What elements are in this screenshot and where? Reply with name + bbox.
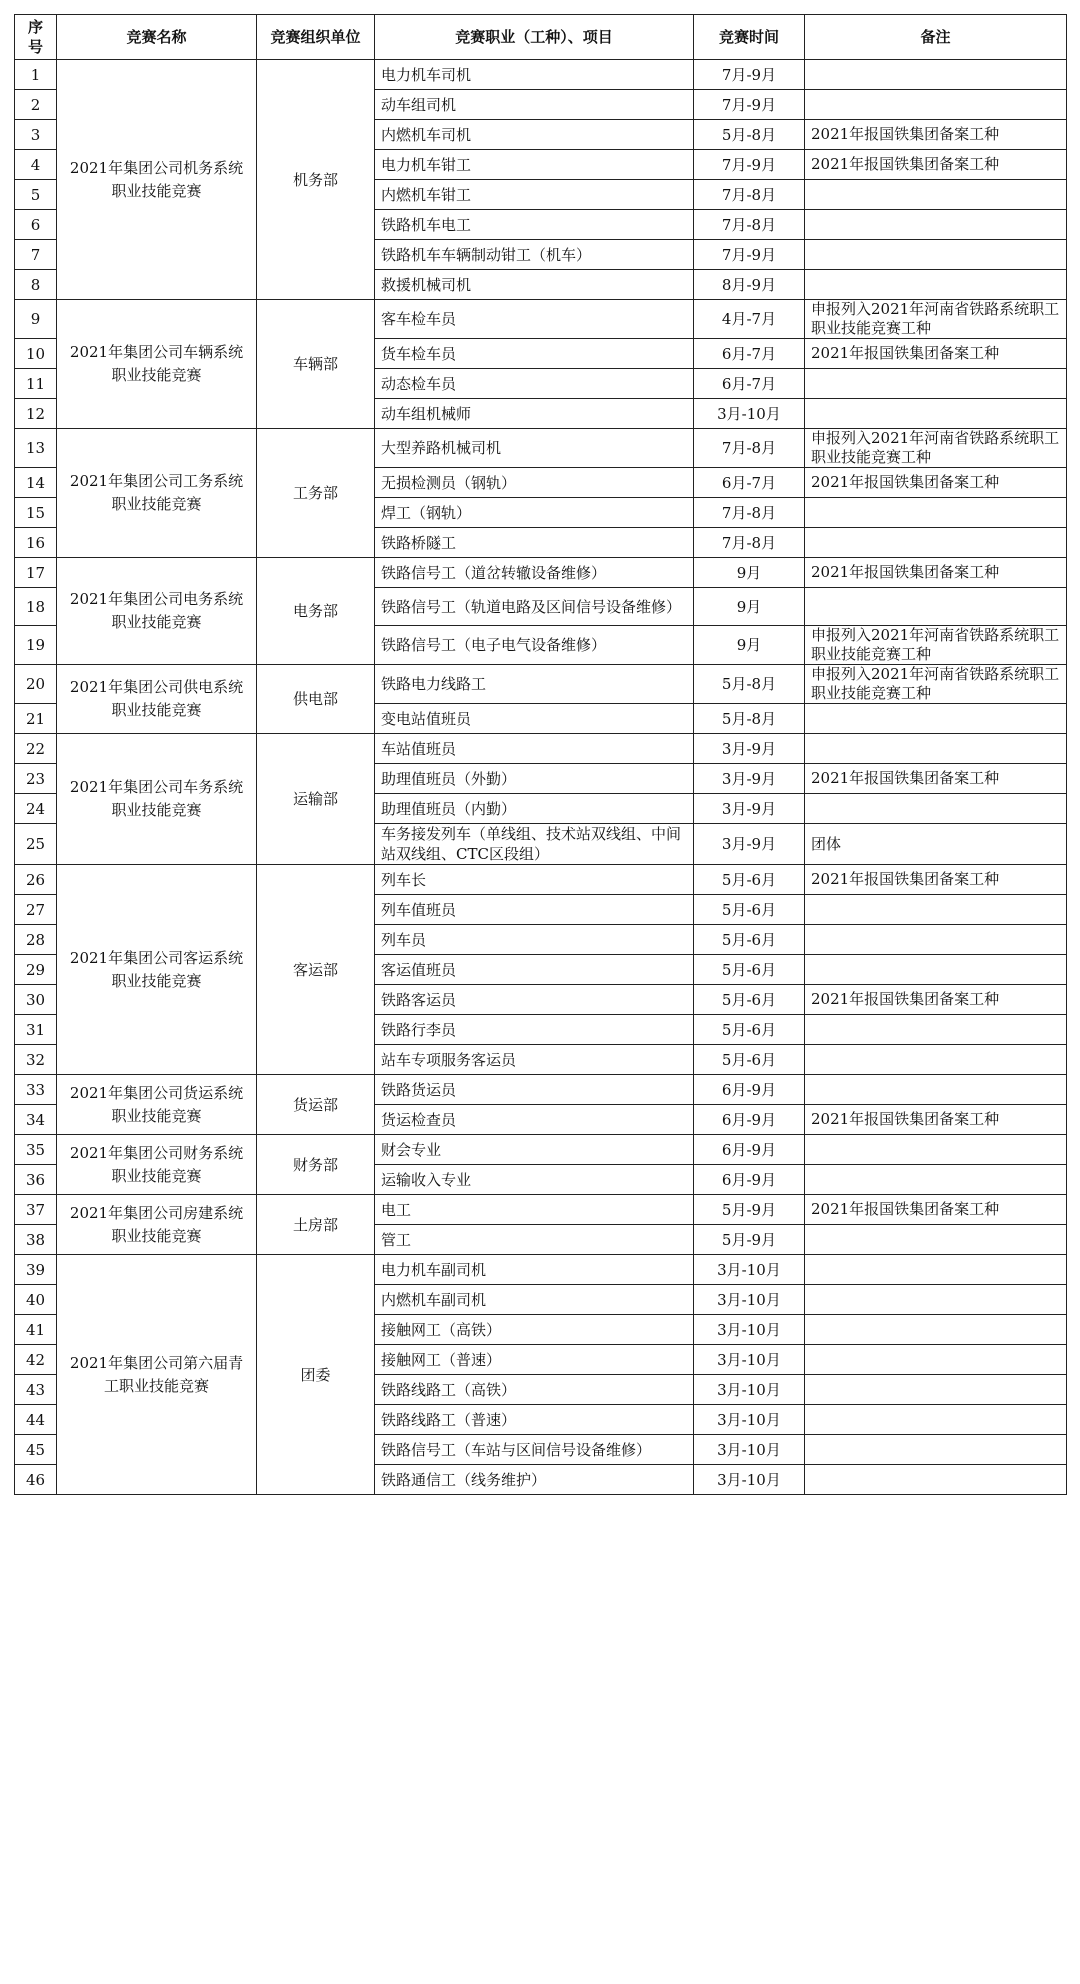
note-cell [805, 1315, 1067, 1345]
seq-cell: 18 [15, 588, 57, 626]
seq-cell: 22 [15, 734, 57, 764]
note-cell: 2021年报国铁集团备案工种 [805, 1105, 1067, 1135]
note-cell: 申报列入2021年河南省铁路系统职工职业技能竞赛工种 [805, 300, 1067, 339]
organizer-cell: 财务部 [257, 1135, 375, 1195]
note-cell [805, 210, 1067, 240]
time-cell: 7月-8月 [694, 429, 805, 468]
time-cell: 5月-6月 [694, 925, 805, 955]
seq-cell: 39 [15, 1255, 57, 1285]
time-cell: 5月-8月 [694, 704, 805, 734]
time-cell: 5月-8月 [694, 120, 805, 150]
note-cell [805, 734, 1067, 764]
job-cell: 列车值班员 [375, 895, 694, 925]
organizer-cell: 车辆部 [257, 300, 375, 429]
seq-cell: 31 [15, 1015, 57, 1045]
organizer-cell: 土房部 [257, 1195, 375, 1255]
job-cell: 大型养路机械司机 [375, 429, 694, 468]
header-note: 备注 [805, 15, 1067, 60]
time-cell: 6月-7月 [694, 369, 805, 399]
organizer-cell: 货运部 [257, 1075, 375, 1135]
job-cell: 货车检车员 [375, 339, 694, 369]
note-cell [805, 1435, 1067, 1465]
seq-cell: 10 [15, 339, 57, 369]
time-cell: 9月 [694, 626, 805, 665]
note-cell [805, 1375, 1067, 1405]
header-name: 竞赛名称 [57, 15, 257, 60]
note-cell: 2021年报国铁集团备案工种 [805, 150, 1067, 180]
job-cell: 内燃机车司机 [375, 120, 694, 150]
job-cell: 铁路信号工（电子电气设备维修） [375, 626, 694, 665]
job-cell: 财会专业 [375, 1135, 694, 1165]
seq-cell: 1 [15, 60, 57, 90]
time-cell: 7月-8月 [694, 498, 805, 528]
job-cell: 铁路线路工（普速） [375, 1405, 694, 1435]
table-body [15, 60, 1067, 1495]
seq-cell: 37 [15, 1195, 57, 1225]
note-cell [805, 240, 1067, 270]
seq-cell: 7 [15, 240, 57, 270]
job-cell: 管工 [375, 1225, 694, 1255]
note-cell [805, 895, 1067, 925]
organizer-cell: 团委 [257, 1255, 375, 1495]
note-cell: 2021年报国铁集团备案工种 [805, 865, 1067, 895]
job-cell: 铁路信号工（道岔转辙设备维修） [375, 558, 694, 588]
competition-name-cell: 2021年集团公司车辆系统职业技能竞赛 [57, 300, 257, 429]
competition-name-cell: 2021年集团公司工务系统职业技能竞赛 [57, 429, 257, 558]
job-cell: 客车检车员 [375, 300, 694, 339]
competition-name-cell: 2021年集团公司电务系统职业技能竞赛 [57, 558, 257, 665]
time-cell: 5月-8月 [694, 665, 805, 704]
note-cell: 团体 [805, 824, 1067, 865]
note-cell: 申报列入2021年河南省铁路系统职工职业技能竞赛工种 [805, 429, 1067, 468]
time-cell: 6月-9月 [694, 1105, 805, 1135]
organizer-cell: 电务部 [257, 558, 375, 665]
job-cell: 车务接发列车（单线组、技术站双线组、中间站双线组、CTC区段组） [375, 824, 694, 865]
note-cell: 2021年报国铁集团备案工种 [805, 985, 1067, 1015]
organizer-cell: 客运部 [257, 865, 375, 1075]
job-cell: 站车专项服务客运员 [375, 1045, 694, 1075]
note-cell [805, 1135, 1067, 1165]
table-row [15, 300, 1067, 339]
table-row [15, 429, 1067, 468]
job-cell: 货运检查员 [375, 1105, 694, 1135]
seq-cell: 15 [15, 498, 57, 528]
job-cell: 铁路电力线路工 [375, 665, 694, 704]
time-cell: 5月-6月 [694, 1015, 805, 1045]
seq-cell: 21 [15, 704, 57, 734]
job-cell: 铁路机车电工 [375, 210, 694, 240]
table-row [15, 665, 1067, 704]
time-cell: 7月-9月 [694, 60, 805, 90]
note-cell: 2021年报国铁集团备案工种 [805, 339, 1067, 369]
time-cell: 3月-10月 [694, 1435, 805, 1465]
time-cell: 3月-9月 [694, 824, 805, 865]
time-cell: 6月-9月 [694, 1165, 805, 1195]
time-cell: 7月-9月 [694, 90, 805, 120]
note-cell [805, 1045, 1067, 1075]
note-cell [805, 180, 1067, 210]
note-cell: 2021年报国铁集团备案工种 [805, 558, 1067, 588]
note-cell [805, 60, 1067, 90]
table-row [15, 734, 1067, 764]
note-cell [805, 588, 1067, 626]
organizer-cell: 机务部 [257, 60, 375, 300]
note-cell [805, 1255, 1067, 1285]
time-cell: 4月-7月 [694, 300, 805, 339]
seq-cell: 38 [15, 1225, 57, 1255]
competition-name-cell: 2021年集团公司客运系统职业技能竞赛 [57, 865, 257, 1075]
time-cell: 3月-9月 [694, 764, 805, 794]
job-cell: 变电站值班员 [375, 704, 694, 734]
time-cell: 3月-10月 [694, 1375, 805, 1405]
time-cell: 3月-10月 [694, 1345, 805, 1375]
job-cell: 铁路信号工（轨道电路及区间信号设备维修） [375, 588, 694, 626]
time-cell: 6月-9月 [694, 1135, 805, 1165]
note-cell [805, 955, 1067, 985]
job-cell: 接触网工（高铁） [375, 1315, 694, 1345]
note-cell: 2021年报国铁集团备案工种 [805, 1195, 1067, 1225]
time-cell: 3月-10月 [694, 399, 805, 429]
job-cell: 焊工（钢轨） [375, 498, 694, 528]
time-cell: 5月-6月 [694, 955, 805, 985]
competition-name-cell: 2021年集团公司财务系统职业技能竞赛 [57, 1135, 257, 1195]
seq-cell: 32 [15, 1045, 57, 1075]
job-cell: 内燃机车钳工 [375, 180, 694, 210]
note-cell [805, 528, 1067, 558]
seq-cell: 24 [15, 794, 57, 824]
note-cell [805, 1465, 1067, 1495]
time-cell: 6月-7月 [694, 468, 805, 498]
time-cell: 3月-10月 [694, 1405, 805, 1435]
job-cell: 动车组机械师 [375, 399, 694, 429]
seq-cell: 25 [15, 824, 57, 865]
competition-table [14, 14, 1067, 1495]
job-cell: 运输收入专业 [375, 1165, 694, 1195]
job-cell: 铁路桥隧工 [375, 528, 694, 558]
time-cell: 7月-8月 [694, 210, 805, 240]
time-cell: 9月 [694, 588, 805, 626]
note-cell [805, 90, 1067, 120]
note-cell: 申报列入2021年河南省铁路系统职工职业技能竞赛工种 [805, 665, 1067, 704]
job-cell: 列车员 [375, 925, 694, 955]
job-cell: 助理值班员（内勤） [375, 794, 694, 824]
time-cell: 3月-9月 [694, 794, 805, 824]
table-row [15, 60, 1067, 90]
note-cell [805, 704, 1067, 734]
job-cell: 动车组司机 [375, 90, 694, 120]
table-row [15, 865, 1067, 895]
seq-cell: 12 [15, 399, 57, 429]
seq-cell: 19 [15, 626, 57, 665]
job-cell: 列车长 [375, 865, 694, 895]
job-cell: 铁路线路工（高铁） [375, 1375, 694, 1405]
seq-cell: 6 [15, 210, 57, 240]
time-cell: 7月-9月 [694, 150, 805, 180]
time-cell: 3月-10月 [694, 1285, 805, 1315]
time-cell: 7月-8月 [694, 180, 805, 210]
job-cell: 铁路机车车辆制动钳工（机车） [375, 240, 694, 270]
note-cell [805, 1165, 1067, 1195]
time-cell: 5月-9月 [694, 1195, 805, 1225]
table-row [15, 1075, 1067, 1105]
job-cell: 客运值班员 [375, 955, 694, 985]
note-cell: 2021年报国铁集团备案工种 [805, 468, 1067, 498]
time-cell: 9月 [694, 558, 805, 588]
time-cell: 5月-6月 [694, 865, 805, 895]
note-cell [805, 794, 1067, 824]
note-cell [805, 498, 1067, 528]
time-cell: 6月-9月 [694, 1075, 805, 1105]
organizer-cell: 供电部 [257, 665, 375, 734]
note-cell [805, 1405, 1067, 1435]
job-cell: 救援机械司机 [375, 270, 694, 300]
note-cell: 2021年报国铁集团备案工种 [805, 120, 1067, 150]
seq-cell: 20 [15, 665, 57, 704]
note-cell [805, 399, 1067, 429]
seq-cell: 28 [15, 925, 57, 955]
seq-cell: 46 [15, 1465, 57, 1495]
seq-cell: 26 [15, 865, 57, 895]
seq-cell: 30 [15, 985, 57, 1015]
header-row [15, 15, 1067, 60]
seq-cell: 27 [15, 895, 57, 925]
competition-name-cell: 2021年集团公司机务系统职业技能竞赛 [57, 60, 257, 300]
note-cell [805, 1075, 1067, 1105]
job-cell: 动态检车员 [375, 369, 694, 399]
time-cell: 3月-10月 [694, 1465, 805, 1495]
seq-cell: 23 [15, 764, 57, 794]
time-cell: 3月-10月 [694, 1255, 805, 1285]
note-cell [805, 369, 1067, 399]
seq-cell: 36 [15, 1165, 57, 1195]
competition-name-cell: 2021年集团公司第六届青工职业技能竞赛 [57, 1255, 257, 1495]
seq-cell: 34 [15, 1105, 57, 1135]
table-row [15, 1255, 1067, 1285]
time-cell: 8月-9月 [694, 270, 805, 300]
job-cell: 车站值班员 [375, 734, 694, 764]
organizer-cell: 工务部 [257, 429, 375, 558]
seq-cell: 9 [15, 300, 57, 339]
note-cell [805, 270, 1067, 300]
time-cell: 7月-8月 [694, 528, 805, 558]
seq-cell: 40 [15, 1285, 57, 1315]
job-cell: 铁路客运员 [375, 985, 694, 1015]
time-cell: 7月-9月 [694, 240, 805, 270]
time-cell: 5月-9月 [694, 1225, 805, 1255]
time-cell: 5月-6月 [694, 1045, 805, 1075]
note-cell [805, 1225, 1067, 1255]
competition-name-cell: 2021年集团公司车务系统职业技能竞赛 [57, 734, 257, 865]
job-cell: 电力机车钳工 [375, 150, 694, 180]
time-cell: 5月-6月 [694, 985, 805, 1015]
note-cell: 申报列入2021年河南省铁路系统职工职业技能竞赛工种 [805, 626, 1067, 665]
job-cell: 铁路行李员 [375, 1015, 694, 1045]
note-cell [805, 1345, 1067, 1375]
table-header [15, 15, 1067, 60]
job-cell: 电工 [375, 1195, 694, 1225]
competition-name-cell: 2021年集团公司供电系统职业技能竞赛 [57, 665, 257, 734]
header-org: 竞赛组织单位 [257, 15, 375, 60]
table-row [15, 1195, 1067, 1225]
competition-name-cell: 2021年集团公司房建系统职业技能竞赛 [57, 1195, 257, 1255]
seq-cell: 41 [15, 1315, 57, 1345]
seq-cell: 5 [15, 180, 57, 210]
job-cell: 电力机车副司机 [375, 1255, 694, 1285]
seq-cell: 35 [15, 1135, 57, 1165]
header-job: 竞赛职业（工种）、项目 [375, 15, 694, 60]
seq-cell: 8 [15, 270, 57, 300]
note-cell [805, 1015, 1067, 1045]
seq-cell: 17 [15, 558, 57, 588]
seq-cell: 11 [15, 369, 57, 399]
job-cell: 铁路货运员 [375, 1075, 694, 1105]
seq-cell: 4 [15, 150, 57, 180]
job-cell: 内燃机车副司机 [375, 1285, 694, 1315]
organizer-cell: 运输部 [257, 734, 375, 865]
time-cell: 6月-7月 [694, 339, 805, 369]
job-cell: 助理值班员（外勤） [375, 764, 694, 794]
job-cell: 铁路信号工（车站与区间信号设备维修） [375, 1435, 694, 1465]
note-cell [805, 925, 1067, 955]
seq-cell: 14 [15, 468, 57, 498]
competition-name-cell: 2021年集团公司货运系统职业技能竞赛 [57, 1075, 257, 1135]
header-time: 竞赛时间 [694, 15, 805, 60]
job-cell: 电力机车司机 [375, 60, 694, 90]
seq-cell: 16 [15, 528, 57, 558]
header-seq: 序号 [15, 15, 57, 60]
note-cell: 2021年报国铁集团备案工种 [805, 764, 1067, 794]
job-cell: 铁路通信工（线务维护） [375, 1465, 694, 1495]
seq-cell: 42 [15, 1345, 57, 1375]
seq-cell: 45 [15, 1435, 57, 1465]
seq-cell: 2 [15, 90, 57, 120]
seq-cell: 44 [15, 1405, 57, 1435]
note-cell [805, 1285, 1067, 1315]
time-cell: 3月-9月 [694, 734, 805, 764]
job-cell: 接触网工（普速） [375, 1345, 694, 1375]
seq-cell: 33 [15, 1075, 57, 1105]
job-cell: 无损检测员（钢轨） [375, 468, 694, 498]
seq-cell: 13 [15, 429, 57, 468]
table-row [15, 1135, 1067, 1165]
seq-cell: 29 [15, 955, 57, 985]
table-row [15, 558, 1067, 588]
seq-cell: 3 [15, 120, 57, 150]
time-cell: 5月-6月 [694, 895, 805, 925]
seq-cell: 43 [15, 1375, 57, 1405]
time-cell: 3月-10月 [694, 1315, 805, 1345]
